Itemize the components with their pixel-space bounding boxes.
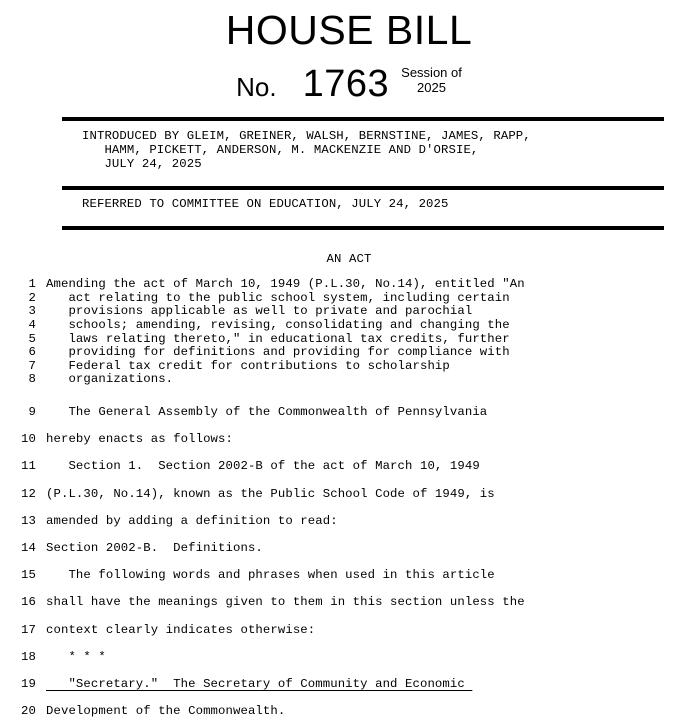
line-text: providing for definitions and providing for compliance with [46,345,510,360]
line-number: 7 [28,358,36,373]
text-line [0,453,698,480]
line-number: 20 [21,704,36,719]
text-line [0,562,698,589]
line-number: 10 [21,432,36,447]
text-line [0,617,698,644]
session-year: 2025 [417,80,446,96]
text-line [0,644,698,671]
introduced-by-line-2: HAMM, PICKETT, ANDERSON, M. MACKENZIE AND D'ORSIE, [82,142,479,157]
line-number: 6 [28,345,36,360]
line-text: * * * [46,649,106,664]
text-line-amended [0,671,698,698]
session-label: Session of [401,65,462,81]
line-number: 18 [21,649,36,664]
bill-number-label: No. [236,72,277,103]
masthead [0,0,698,106]
text-line [0,373,698,387]
line-text: organizations. [46,372,174,387]
bill-number-value: 1763 [302,63,390,106]
session-block [401,66,462,96]
text-line [0,305,698,319]
divider-rule-bottom [62,226,664,230]
line-text: The General Assembly of the Commonwealth of Pennsylvania [46,405,488,420]
text-line [0,589,698,616]
line-number: 4 [28,318,36,333]
referral-text: REFERRED TO COMMITTEE ON EDUCATION, JULY 24, 2025 [82,197,449,212]
text-line [0,319,698,333]
line-number: 11 [21,459,36,474]
line-text: shall have the meanings given to them in this section unless the [46,595,525,610]
line-text: amended by adding a definition to read: [46,513,338,528]
text-line [0,508,698,535]
text-line [0,426,698,453]
text-line [0,278,698,292]
body-lines [0,399,698,725]
line-number: 2 [28,290,36,305]
line-number: 9 [28,405,36,420]
introduced-by-line-3: JULY 24, 2025 [82,156,202,171]
page-title: HOUSE BILL [225,7,473,53]
text-line [0,360,698,374]
text-line [0,399,698,426]
text-line [0,535,698,562]
text-line [0,292,698,306]
line-text: hereby enacts as follows: [46,432,233,447]
line-text: Section 1. Section 2002-B of the act of March 10, 1949 [46,459,480,474]
line-text: provisions applicable as well to private and parochial [46,304,473,319]
line-text: The following words and phrases when used in this article [46,568,495,583]
line-text: schools; amending, revising, consolidating and changing the [46,318,510,333]
text-line [0,333,698,347]
line-number: 1 [28,277,36,292]
line-text: Amending the act of March 10, 1949 (P.L.30, No.14), entitled "An [46,277,525,292]
line-number: 14 [21,540,36,555]
line-text: laws relating thereto," in educational tax credits, further [46,331,510,346]
line-text: Section 2002-B. Definitions. [46,540,263,555]
line-text: Development of the Commonwealth. [46,704,286,719]
act-heading: AN ACT [326,252,372,267]
referral-block [0,190,698,218]
line-number: 16 [21,595,36,610]
line-number: 5 [28,331,36,346]
preamble-lines [0,278,698,387]
line-number: 19 [21,676,36,691]
text-line [0,346,698,360]
line-number: 17 [21,622,36,637]
line-text: act relating to the public school system, including certain [46,290,510,305]
line-number: 13 [21,513,36,528]
line-number: 12 [21,486,36,501]
text-line [0,698,698,725]
text-line [0,481,698,508]
line-text-underlined: "Secretary." The Secretary of Community and Economic [46,676,473,691]
introduced-by-line-1: INTRODUCED BY GLEIM, GREINER, WALSH, BERNSTINE, JAMES, RAPP, [82,129,531,144]
line-text: Federal tax credit for contributions to scholarship [46,358,450,373]
line-number: 3 [28,304,36,319]
bill-number-row [0,63,698,106]
line-text: context clearly indicates otherwise: [46,622,316,637]
line-text: (P.L.30, No.14), known as the Public School Code of 1949, is [46,486,495,501]
line-number: 8 [28,372,36,387]
introduced-by-block [0,121,698,177]
line-number: 15 [21,568,36,583]
